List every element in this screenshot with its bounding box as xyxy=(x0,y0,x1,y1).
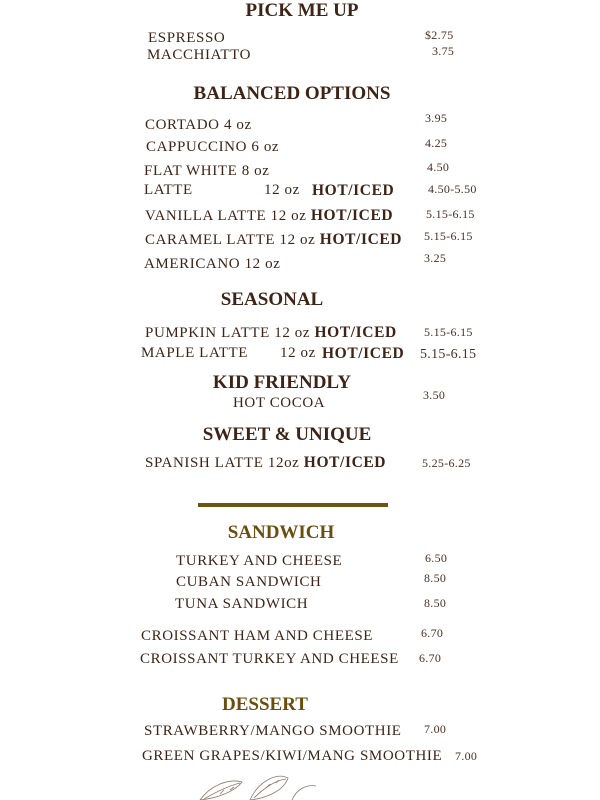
menu-item-croissant-ham-and-cheese: CROISSANT HAM AND CHEESE xyxy=(141,628,374,644)
price-cortado: 3.95 xyxy=(425,111,448,125)
vanilla-latte-name: VANILLA LATTE 12 oz xyxy=(145,208,307,224)
section-heading-pick-me-up: PICK ME UP xyxy=(245,0,359,21)
menu-item-cortado: CORTADO 4 oz xyxy=(145,117,252,133)
menu-item-croissant-turkey-and-cheese: CROISSANT TURKEY AND CHEESE xyxy=(140,651,399,667)
price-croissant-ham-and-cheese: 6.70 xyxy=(421,626,444,640)
section-divider xyxy=(198,503,388,507)
section-heading-kid-friendly: KID FRIENDLY xyxy=(212,372,352,393)
hot-iced-label: HOT/ICED xyxy=(319,231,403,248)
menu-item-caramel-latte xyxy=(145,231,402,249)
price-caramel-latte: 5.15-6.15 xyxy=(424,229,473,243)
price-green-grapes-smoothie: 7.00 xyxy=(455,749,478,763)
price-hot-cocoa: 3.50 xyxy=(423,388,446,402)
menu-item-latte-temp xyxy=(312,182,394,200)
menu-item-vanilla-latte xyxy=(145,207,393,225)
price-latte: 4.50-5.50 xyxy=(428,182,477,196)
price-espresso: $2.75 xyxy=(425,28,454,42)
section-heading-dessert: DESSERT xyxy=(222,694,308,715)
menu-item-strawberry-mango-smoothie: STRAWBERRY/MANGO SMOOTHIE xyxy=(144,723,402,739)
menu-item-maple-latte-size: 12 oz xyxy=(280,345,316,361)
price-americano: 3.25 xyxy=(424,251,447,265)
menu-item-espresso: ESPRESSO xyxy=(148,30,226,46)
menu-item-spanish-latte xyxy=(145,454,386,472)
menu-item-maple-latte-temp xyxy=(322,345,404,363)
hot-iced-label: HOT/ICED xyxy=(322,345,405,362)
price-cappuccino: 4.25 xyxy=(425,136,448,150)
menu-item-turkey-and-cheese: TURKEY AND CHEESE xyxy=(176,553,343,569)
menu-item-americano: AMERICANO 12 oz xyxy=(144,256,281,272)
menu-item-latte-size: 12 oz xyxy=(264,182,300,198)
price-vanilla-latte: 5.15-6.15 xyxy=(426,207,475,221)
caramel-latte-name: CARAMEL LATTE 12 oz xyxy=(145,232,316,248)
price-turkey-and-cheese: 6.50 xyxy=(425,551,448,565)
hot-iced-label: HOT/ICED xyxy=(312,182,395,199)
menu-item-latte: LATTE xyxy=(144,182,193,198)
spanish-latte-name: SPANISH LATTE 12oz xyxy=(145,455,300,471)
section-heading-sweet-unique: SWEET & UNIQUE xyxy=(202,424,372,445)
menu-item-hot-cocoa: HOT COCOA xyxy=(233,395,326,411)
price-cuban-sandwich: 8.50 xyxy=(424,571,447,585)
section-heading-balanced-options: BALANCED OPTIONS xyxy=(193,83,391,104)
hot-iced-label: HOT/ICED xyxy=(310,207,394,224)
menu-item-maple-latte: MAPLE LATTE xyxy=(141,345,249,361)
menu-item-cuban-sandwich: CUBAN SANDWICH xyxy=(176,574,322,590)
menu-item-tuna-sandwich: TUNA SANDWICH xyxy=(175,596,309,612)
leaf-illustration-icon xyxy=(180,768,340,800)
hot-iced-label: HOT/ICED xyxy=(303,454,387,471)
price-flat-white: 4.50 xyxy=(427,160,450,174)
section-heading-sandwich: SANDWICH xyxy=(227,522,335,543)
price-maple-latte: 5.15-6.15 xyxy=(420,347,477,362)
menu-item-macchiatto: MACCHIATTO xyxy=(147,47,252,63)
pumpkin-latte-name: PUMPKIN LATTE 12 oz xyxy=(145,325,311,341)
price-spanish-latte: 5.25-6.25 xyxy=(422,456,471,470)
section-heading-seasonal: SEASONAL xyxy=(220,289,324,310)
price-tuna-sandwich: 8.50 xyxy=(424,596,447,610)
price-macchiatto: 3.75 xyxy=(432,44,455,58)
menu-item-pumpkin-latte xyxy=(145,324,397,342)
price-strawberry-mango-smoothie: 7.00 xyxy=(424,722,447,736)
menu-item-flat-white: FLAT WHITE 8 oz xyxy=(144,163,270,179)
price-croissant-turkey-and-cheese: 6.70 xyxy=(419,651,442,665)
hot-iced-label: HOT/ICED xyxy=(314,324,397,341)
menu-item-cappuccino: CAPPUCCINO 6 oz xyxy=(146,139,280,155)
price-pumpkin-latte: 5.15-6.15 xyxy=(424,325,473,339)
menu-item-green-grapes-smoothie: GREEN GRAPES/KIWI/MANG SMOOTHIE xyxy=(142,748,443,764)
